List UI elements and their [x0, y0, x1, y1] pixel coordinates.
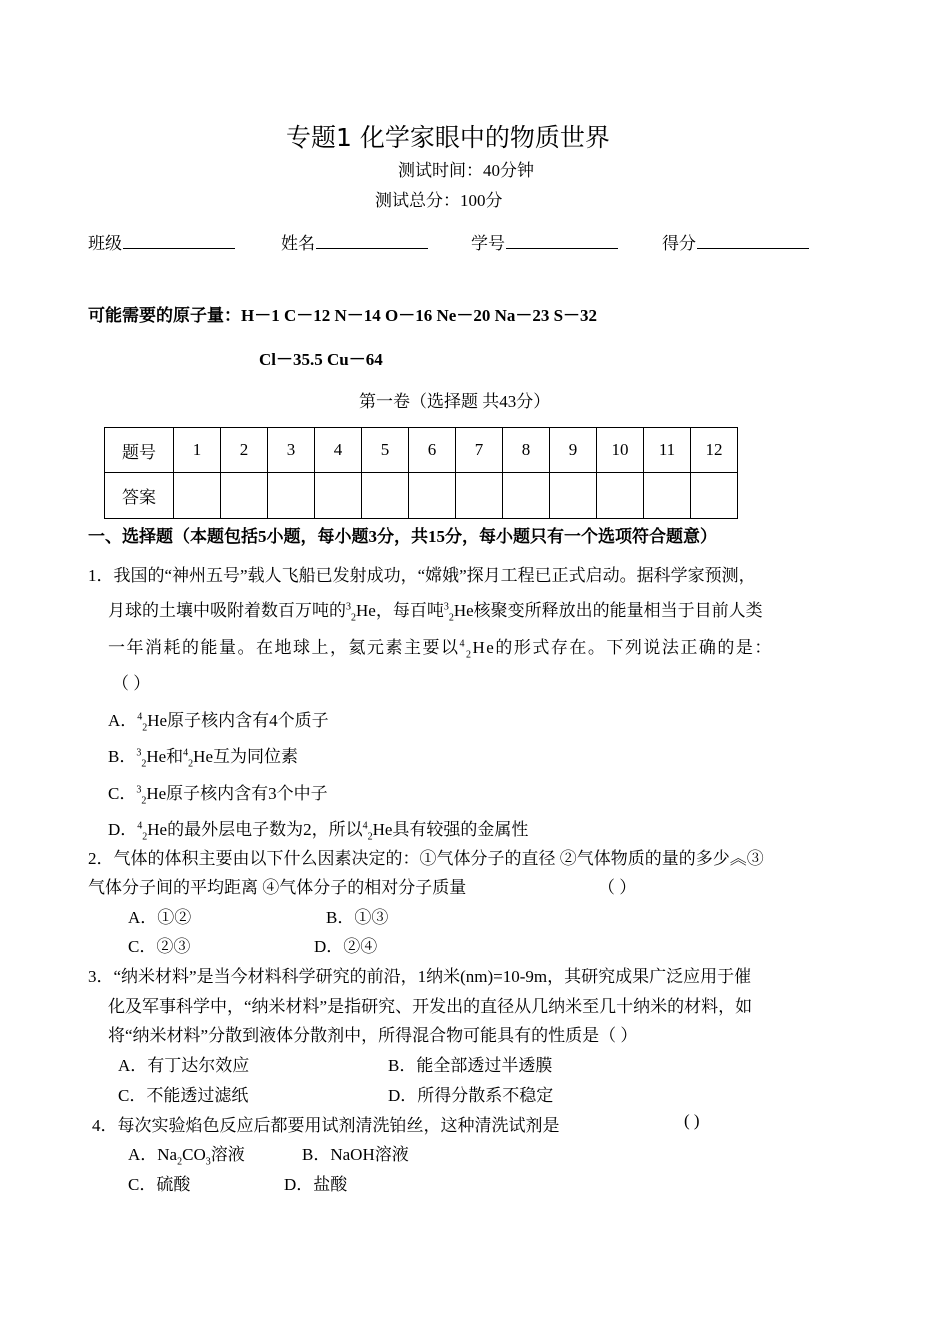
q4-answer-paren: ( ): [684, 1111, 700, 1130]
q4-option-c[interactable]: C．硫酸: [128, 1175, 191, 1194]
field-student-id-blank[interactable]: [506, 233, 618, 249]
question-number-cell: 1: [174, 428, 221, 473]
field-score-blank[interactable]: [697, 233, 809, 249]
atomic-mass-line2: Cl－35.5 Cu－64: [259, 350, 383, 369]
q3-option-b[interactable]: B．能全部透过半透膜: [388, 1056, 553, 1075]
answer-cell[interactable]: [362, 473, 409, 519]
question-number-cell: 5: [362, 428, 409, 473]
answer-cell[interactable]: [221, 473, 268, 519]
answer-cell[interactable]: [550, 473, 597, 519]
q3-line2: 化及军事科学中，“纳米材料”是指研究、开发出的直径从几纳米至几十纳米的材料，如: [108, 997, 753, 1016]
q1-option-c[interactable]: C．$^3_2$He原子核内含有3个中子: [108, 784, 328, 807]
field-score: [662, 229, 809, 254]
q2-option-a[interactable]: A．①②: [128, 908, 192, 927]
question-number-cell: 8: [503, 428, 550, 473]
question-number-cell: 10: [597, 428, 644, 473]
field-student-id-label: 学号: [471, 234, 505, 253]
test-time: 测试时间：40分钟: [398, 161, 534, 180]
answer-cell[interactable]: [644, 473, 691, 519]
answer-table-number-header: 题号: [105, 428, 174, 473]
field-name-blank[interactable]: [316, 233, 428, 249]
q2-option-d[interactable]: D．②④: [314, 937, 378, 956]
q2-option-c[interactable]: C．②③: [128, 937, 191, 956]
question-number-cell: 7: [456, 428, 503, 473]
field-score-label: 得分: [662, 234, 696, 253]
q2-line2: 气体分子间的平均距离 ④气体分子的相对分子质量: [88, 878, 467, 897]
field-student-id: [471, 229, 618, 254]
q4-option-d[interactable]: D．盐酸: [284, 1175, 348, 1194]
q3-option-d[interactable]: D．所得分散系不稳定: [388, 1086, 554, 1105]
field-class-label: 班级: [88, 234, 122, 253]
q2-line1: 2．气体的体积主要由以下什么因素决定的：①气体分子的直径 ②气体物质的量的多少︽③: [88, 849, 764, 868]
caret-mark-icon: ︽: [729, 849, 747, 868]
answer-cell[interactable]: [174, 473, 221, 519]
q2-answer-paren: （ ）: [598, 878, 637, 897]
answer-table: [104, 427, 738, 519]
question-number-cell: 3: [268, 428, 315, 473]
question-number-cell: 9: [550, 428, 597, 473]
answer-cell[interactable]: [503, 473, 550, 519]
field-class-blank[interactable]: [123, 233, 235, 249]
part1-heading: 一、选择题（本题包括5小题，每小题3分，共15分，每小题只有一个选项符合题意）: [88, 527, 717, 546]
q4-option-b[interactable]: B．NaOH溶液: [302, 1145, 409, 1164]
answer-cell[interactable]: [268, 473, 315, 519]
question-number-cell: 4: [315, 428, 362, 473]
answer-cell[interactable]: [456, 473, 503, 519]
q3-option-c[interactable]: C．不能透过滤纸: [118, 1086, 249, 1105]
section-title: 第一卷（选择题 共43分）: [359, 392, 551, 411]
q4-option-a[interactable]: A．$Na_2CO_3$溶液: [128, 1145, 245, 1168]
answer-cell[interactable]: [409, 473, 456, 519]
q2-option-b[interactable]: B．①③: [326, 908, 389, 927]
q1-option-b[interactable]: B．$^3_2$He和$^4_2$He互为同位素: [108, 747, 298, 770]
q1-answer-paren: （ ）: [112, 674, 151, 693]
q4-line1: 4．每次实验焰色反应后都要用试剂清洗铂丝，这种清洗试剂是: [92, 1116, 560, 1135]
field-class: [88, 229, 235, 254]
question-number-cell: 6: [409, 428, 456, 473]
question-number-cell: 11: [644, 428, 691, 473]
q3-option-a[interactable]: A．有丁达尔效应: [118, 1056, 250, 1075]
q1-line1: 1．我国的“神州五号”载人飞船已发射成功，“嫦娥”探月工程已正式启动。据科学家预测，: [88, 566, 756, 585]
q1-line3: 一年消耗的能量。在地球上，氦元素主要以$^4_2$He的形式存在。下列说法正确的是：: [108, 638, 773, 661]
question-number-cell: 12: [691, 428, 738, 473]
q1-line2: 月球的土壤中吸附着数百万吨的$^3_2$He，每百吨$^3_2$He核聚变所释放出的能量相当于目前人类: [108, 601, 763, 624]
field-name: [281, 229, 428, 254]
q3-line3: 将“纳米材料”分散到液体分散剂中，所得混合物可能具有的性质是（ ）: [108, 1026, 638, 1045]
answer-cell[interactable]: [597, 473, 644, 519]
q1-option-a[interactable]: A．$^4_2$He原子核内含有4个质子: [108, 711, 329, 734]
answer-table-answer-header: 答案: [105, 473, 174, 519]
answer-cell[interactable]: [691, 473, 738, 519]
field-name-label: 姓名: [281, 234, 315, 253]
q1-option-d[interactable]: D．$^4_2$He的最外层电子数为2，所以$^4_2$He具有较强的金属性: [108, 820, 529, 843]
atomic-mass-line1: 可能需要的原子量：H－1 C－12 N－14 O－16 Ne－20 Na－23 S－32: [88, 306, 598, 325]
question-number-cell: 2: [221, 428, 268, 473]
q3-line1: 3．“纳米材料”是当今材料科学研究的前沿，1纳米(nm)=10-9m，其研究成果广泛应用于催: [88, 967, 752, 986]
page-title: 专题1 化学家眼中的物质世界: [286, 123, 610, 152]
test-total: 测试总分：100分: [375, 191, 503, 210]
answer-cell[interactable]: [315, 473, 362, 519]
